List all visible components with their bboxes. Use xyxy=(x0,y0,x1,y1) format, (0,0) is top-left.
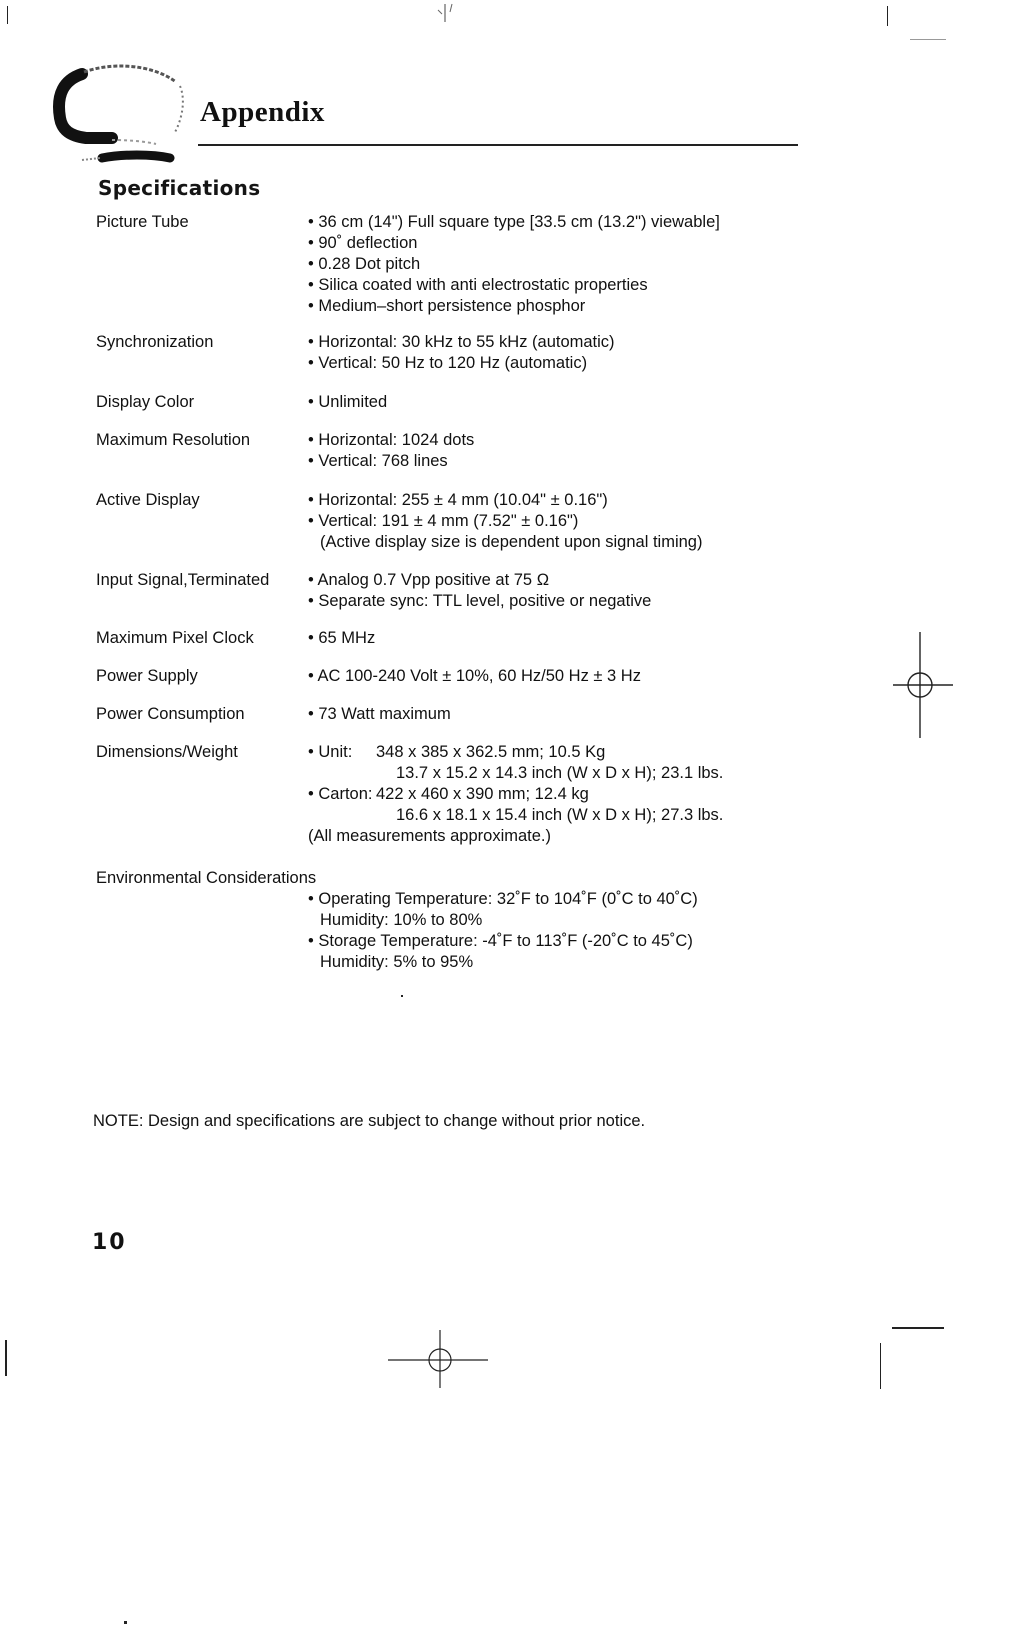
spec-label: Display Color xyxy=(96,393,195,411)
spec-value: • Analog 0.7 Vpp positive at 75 Ω xyxy=(308,571,550,589)
registration-mark-bottom xyxy=(388,1330,488,1390)
registration-mark-top xyxy=(428,0,468,26)
dim-carton-metric: 422 x 460 x 390 mm; 12.4 kg xyxy=(376,785,589,803)
page-number: 10 xyxy=(92,1230,127,1255)
crop-mark-top-right-dash xyxy=(910,39,946,40)
spec-label: Maximum Pixel Clock xyxy=(96,629,254,647)
env-storage-humidity: Humidity: 5% to 95% xyxy=(320,953,474,971)
spec-row-picture-tube xyxy=(96,212,816,332)
spec-label: Input Signal,Terminated xyxy=(96,571,270,589)
spec-row-maximum-pixel-clock xyxy=(96,628,816,666)
spec-label: Active Display xyxy=(96,491,200,509)
spec-row-input-signal xyxy=(96,570,816,628)
title-rule xyxy=(198,144,798,146)
dim-carton-imperial: 16.6 x 18.1 x 15.4 inch (W x D x H); 27.3 lbs. xyxy=(396,806,724,824)
spec-value: • 36 cm (14") Full square type [33.5 cm (13.2") viewable] xyxy=(308,213,720,231)
env-storage: • Storage Temperature: -4˚F to 113˚F (-20˚C to 45˚C) xyxy=(308,932,693,950)
spec-value: • 65 MHz xyxy=(308,629,376,647)
spec-label: Power Supply xyxy=(96,667,198,685)
crop-mark-bottom-right-h xyxy=(892,1327,944,1329)
spec-label: Picture Tube xyxy=(96,213,189,231)
monitor-logo-icon xyxy=(52,60,192,172)
spec-value: • 0.28 Dot pitch xyxy=(308,255,421,273)
spec-row-environmental xyxy=(96,868,816,973)
dim-carton-label: • Carton: xyxy=(308,785,373,803)
spec-row-maximum-resolution xyxy=(96,430,816,490)
spec-row-power-consumption xyxy=(96,704,816,742)
env-operating-humidity: Humidity: 10% to 80% xyxy=(320,911,483,929)
spec-value: • AC 100-240 Volt ± 10%, 60 Hz/50 Hz ± 3 Hz xyxy=(308,667,641,685)
spec-value: • Horizontal: 30 kHz to 55 kHz (automatic) xyxy=(308,333,615,351)
spec-row-power-supply xyxy=(96,666,816,704)
crop-mark-top-right xyxy=(887,6,888,26)
spec-label: Maximum Resolution xyxy=(96,431,251,449)
spec-list xyxy=(96,212,816,973)
spec-value: • Vertical: 768 lines xyxy=(308,452,448,470)
crop-mark-bottom-right-v xyxy=(880,1343,881,1389)
crop-mark-bottom-left xyxy=(5,1340,7,1376)
spec-value: • 73 Watt maximum xyxy=(308,705,451,723)
spec-label: Synchronization xyxy=(96,333,214,351)
spec-value: • Horizontal: 255 ± 4 mm (10.04" ± 0.16") xyxy=(308,491,608,509)
spec-value: • Silica coated with anti electrostatic properties xyxy=(308,276,648,294)
spec-label: Dimensions/Weight xyxy=(96,743,238,761)
spec-row-synchronization xyxy=(96,332,816,392)
spec-value: • Separate sync: TTL level, positive or negative xyxy=(308,592,652,610)
env-operating: • Operating Temperature: 32˚F to 104˚F (0˚C to 40˚C) xyxy=(308,890,698,908)
registration-mark-right xyxy=(893,632,953,738)
spec-value: • Medium–short persistence phosphor xyxy=(308,297,586,315)
spec-row-dimensions-weight xyxy=(96,742,816,868)
spec-row-active-display xyxy=(96,490,816,570)
spec-value: (Active display size is dependent upon signal timing) xyxy=(320,533,703,551)
spec-label: Power Consumption xyxy=(96,705,245,723)
dim-unit-label: • Unit: xyxy=(308,743,353,761)
specks xyxy=(401,995,403,997)
spec-label: Environmental Considerations xyxy=(96,869,317,887)
section-title: Specifications xyxy=(98,176,261,200)
spec-value: • Vertical: 191 ± 4 mm (7.52" ± 0.16") xyxy=(308,512,579,530)
spec-value: • 90˚ deflection xyxy=(308,234,418,252)
spec-value: • Unlimited xyxy=(308,393,388,411)
spec-value: • Vertical: 50 Hz to 120 Hz (automatic) xyxy=(308,354,588,372)
footnote: NOTE: Design and specifications are subject to change without prior notice. xyxy=(93,1112,646,1130)
spec-value: • Horizontal: 1024 dots xyxy=(308,431,475,449)
crop-mark-top-left xyxy=(7,6,8,24)
specks xyxy=(124,1621,127,1624)
dim-note: (All measurements approximate.) xyxy=(308,827,552,845)
page-title: Appendix xyxy=(200,96,325,128)
dim-unit-imperial: 13.7 x 15.2 x 14.3 inch (W x D x H); 23.1 lbs. xyxy=(396,764,724,782)
dim-unit-metric: 348 x 385 x 362.5 mm; 10.5 Kg xyxy=(376,743,606,761)
spec-row-display-color xyxy=(96,392,816,430)
